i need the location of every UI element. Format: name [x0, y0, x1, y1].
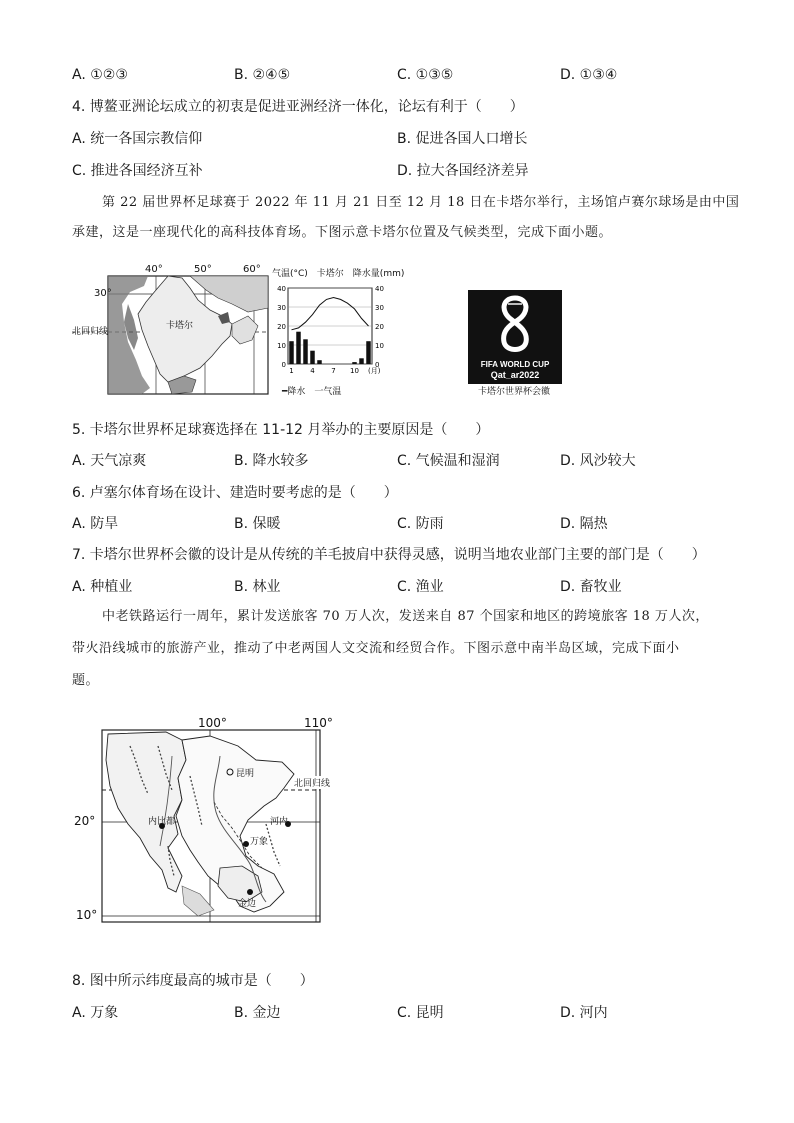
q5-option-d: D. 风沙较大 [560, 453, 636, 469]
qatar-location-map [72, 264, 272, 396]
q7-option-c: C. 渔业 [397, 579, 444, 595]
q4-option-d: D. 拉大各国经济差异 [397, 163, 529, 179]
climate-left-tick-label: 20 [277, 323, 286, 331]
map2-lat-10: 10° [76, 908, 98, 922]
map2-lon-100: 100° [198, 716, 227, 730]
climate-right-tick-label: 10 [375, 342, 384, 350]
emblem-line-2: Qat_ar2022 [490, 370, 540, 380]
map2-city-hanoi: 河内 [270, 817, 289, 827]
climate-right-tick-label: 0 [375, 361, 380, 369]
q6-option-b: B. 保暖 [234, 516, 281, 532]
q4-option-a: A. 统一各国宗教信仰 [72, 131, 203, 147]
world-cup-emblem [468, 290, 562, 384]
precip-bar [352, 362, 356, 364]
q7-option-d: D. 畜牧业 [560, 579, 622, 595]
question-6-stem: 6. 卢塞尔体育场在设计、建造时要考虑的是（ ） [72, 485, 398, 501]
emblem-caption: 卡塔尔世界杯会徽 [478, 387, 551, 397]
climate-x-tick-label: 7 [331, 367, 336, 375]
climate-left-tick-label: 40 [277, 285, 286, 293]
q6-option-c: C. 防雨 [397, 516, 444, 532]
precip-bar [289, 341, 293, 364]
climate-right-tick-label: 20 [375, 323, 384, 331]
q8-option-a: A. 万象 [72, 1005, 119, 1021]
climate-left-tick-label: 10 [277, 342, 286, 350]
climate-left-tick-label: 0 [281, 361, 286, 369]
map2-city-vientiane: 万象 [250, 837, 269, 847]
map2-tropic-label: 北回归线 [294, 776, 330, 789]
passage-2-line-2: 带火沿线城市的旅游产业，推动了中老两国人文交流和经贸合作。下图示意中南半岛区域，完成下面小 [72, 641, 680, 656]
q5-option-b: B. 降水较多 [234, 453, 309, 469]
indochina-map-graphic [70, 716, 340, 924]
map2-city-kunming: 昆明 [236, 769, 255, 779]
precip-bar [359, 358, 363, 364]
passage-2-line-1: 中老铁路运行一周年，累计发送旅客 70 万人次，发送来自 87 个国家和地区的跨境旅客 18 万人次， [102, 609, 709, 624]
climate-left-tick-label: 30 [277, 304, 286, 312]
map1-lat-30: 30° [94, 288, 112, 299]
climate-chart-legend: ━降水 一气温 [282, 387, 342, 397]
map1-lon-60: 60° [243, 264, 261, 275]
question-8-stem: 8. 图中所示纬度最高的城市是（ ） [72, 973, 314, 989]
map2-city-naypyidaw: 内比都 [148, 817, 176, 827]
map1-qatar-label: 卡塔尔 [166, 321, 194, 331]
climate-chart-plot [272, 266, 390, 398]
passage-2-line-3: 题。 [72, 673, 100, 688]
indochina-map [70, 716, 340, 924]
map2-lon-110: 110° [304, 716, 333, 730]
precip-bar [317, 360, 321, 364]
q7-option-b: B. 林业 [234, 579, 281, 595]
q6-option-a: A. 防旱 [72, 516, 119, 532]
climate-right-tick-label: 30 [375, 304, 384, 312]
question-7-stem: 7. 卡塔尔世界杯会徽的设计是从传统的羊毛披肩中获得灵感，说明当地农业部门主要的部门是（ ） [72, 547, 706, 563]
q5-option-c: C. 气候温和湿润 [397, 453, 500, 469]
precip-bar [296, 332, 300, 364]
q4-option-c: C. 推进各国经济互补 [72, 163, 203, 179]
q8-option-b: B. 金边 [234, 1005, 281, 1021]
q3-option-c: C. ①③⑤ [397, 67, 454, 83]
question-5-stem: 5. 卡塔尔世界杯足球赛选择在 11-12 月举办的主要原因是（ ） [72, 422, 490, 438]
q7-option-a: A. 种植业 [72, 579, 133, 595]
map1-lon-50: 50° [194, 264, 212, 275]
passage-1-line-1: 第 22 届世界杯足球赛于 2022 年 11 月 21 日至 12 月 18 日在卡塔尔举行，主场馆卢赛尔球场是由中国 [102, 195, 740, 210]
map1-lon-40: 40° [145, 264, 163, 275]
climate-x-unit-label: (月) [368, 367, 381, 375]
passage-1-line-2: 承建，这是一座现代化的高科技体育场。下图示意卡塔尔位置及气候类型，完成下面小题。 [72, 225, 613, 240]
precip-bar [303, 339, 307, 364]
q8-option-d: D. 河内 [560, 1005, 608, 1021]
map2-city-phnom-penh: 金边 [238, 899, 257, 909]
q5-option-a: A. 天气凉爽 [72, 453, 147, 469]
q4-option-b: B. 促进各国人口增长 [397, 131, 528, 147]
q8-option-c: C. 昆明 [397, 1005, 444, 1021]
q3-option-d: D. ①③④ [560, 67, 618, 83]
q3-option-a: A. ①②③ [72, 67, 128, 83]
precip-bar [310, 351, 314, 364]
q3-option-b: B. ②④⑤ [234, 67, 291, 83]
qatar-climate-chart [272, 266, 405, 398]
climate-chart-header: 气温(°C) 卡塔尔 降水量(mm) [272, 269, 405, 279]
map1-tropic-label: 北回归线 [72, 327, 109, 337]
climate-x-tick-label: 1 [289, 367, 294, 375]
emblem-line-1: FIFA WORLD CUP [480, 360, 550, 369]
q6-option-d: D. 隔热 [560, 516, 608, 532]
climate-x-tick-label: 10 [350, 367, 359, 375]
map2-lat-20: 20° [74, 814, 96, 828]
emblem-graphic [468, 290, 562, 360]
question-4-stem: 4. 博鳌亚洲论坛成立的初衷是促进亚洲经济一体化，论坛有利于（ ） [72, 99, 524, 115]
climate-x-tick-label: 4 [310, 367, 315, 375]
climate-right-tick-label: 40 [375, 285, 384, 293]
precip-bar [366, 341, 370, 364]
